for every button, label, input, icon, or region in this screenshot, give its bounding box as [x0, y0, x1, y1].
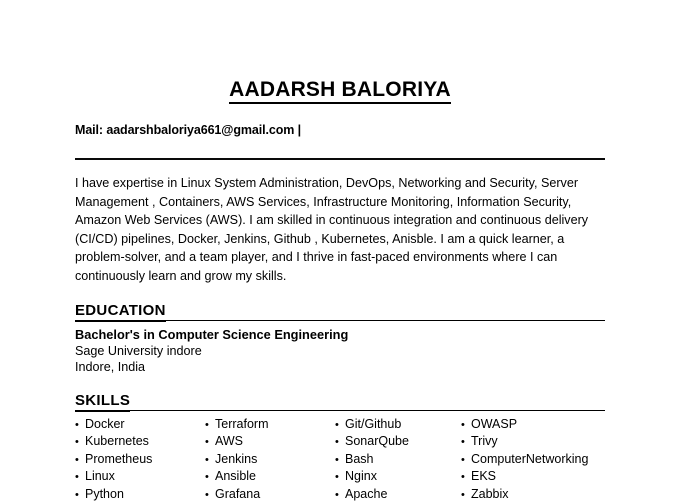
skill-item [461, 433, 605, 451]
resume-content [75, 0, 605, 504]
skill-item [75, 416, 205, 434]
skill-item-label: Zabbix [471, 487, 509, 502]
skill-item [75, 486, 205, 504]
skill-item-label: Jenkins [215, 451, 258, 466]
skill-item [335, 433, 461, 451]
skill-item-label: Python [85, 487, 124, 502]
bullet-icon: • [335, 436, 339, 449]
skill-item [75, 451, 205, 469]
skill-item [75, 468, 205, 486]
skill-item [205, 468, 335, 486]
skill-item-label: Linux [85, 469, 115, 484]
skills-section [75, 393, 605, 504]
skill-item [335, 416, 461, 434]
skills-heading-label: SKILLS [75, 393, 130, 412]
bullet-icon: • [461, 471, 465, 484]
skill-item [205, 451, 335, 469]
bullet-icon: • [75, 471, 79, 484]
skill-item [461, 486, 605, 504]
skills-heading-rule [130, 410, 605, 411]
skill-item-label: Grafana [215, 487, 261, 502]
bullet-icon: • [205, 489, 209, 502]
skill-item [335, 451, 461, 469]
skill-item-label: ComputerNetworking [471, 451, 589, 466]
bullet-icon: • [75, 436, 79, 449]
header-divider [75, 158, 605, 160]
skill-item-label: Terraform [215, 416, 269, 431]
page-title [75, 78, 605, 101]
skill-item-label: AWS [215, 434, 244, 449]
education-heading-label: EDUCATION [75, 303, 166, 322]
skill-item-label: Trivy [471, 434, 498, 449]
bullet-icon: • [205, 418, 209, 431]
bullet-icon: • [461, 418, 465, 431]
skill-item [205, 416, 335, 434]
bullet-icon: • [75, 489, 79, 502]
bullet-icon: • [461, 489, 465, 502]
skill-item [461, 451, 605, 469]
education-section [75, 303, 605, 376]
bullet-icon: • [205, 471, 209, 484]
skill-item-label: OWASP [471, 416, 518, 431]
skill-item-label: Kubernetes [85, 434, 149, 449]
skill-item-label: Git/Github [345, 416, 402, 431]
skill-item [205, 433, 335, 451]
skills-heading [75, 393, 605, 412]
skill-item-label: Docker [85, 416, 125, 431]
bullet-icon: • [461, 436, 465, 449]
contact-email-line: Mail: aadarshbaloriya661@gmail.com | [75, 123, 302, 138]
skill-item-label: Nginx [345, 469, 377, 484]
skill-item [335, 486, 461, 504]
skills-grid [75, 416, 605, 504]
education-institution: Sage University indore [75, 343, 202, 358]
professional-summary: I have expertise in Linux System Administration, DevOps, Networking and Security, Server Management , Containers, AWS Services, Infrastructure Monitoring, Information Security, Amazon Web Services (AWS). I am skilled in continuous integration and continuous delivery (CI/CD) pipelines, Docker, Jenkins, Github , Kubernetes, Anisble. I am a quick learner, a problem-solver, and a team player, and I thrive in fast-paced environments where I can continuously learn and grow my skills. [75, 176, 589, 284]
bullet-icon: • [335, 489, 339, 502]
skill-item [335, 468, 461, 486]
bullet-icon: • [205, 436, 209, 449]
skill-item-label: EKS [471, 469, 497, 484]
skill-item [205, 486, 335, 504]
candidate-name: AADARSH BALORIYA [229, 78, 451, 104]
bullet-icon: • [461, 453, 465, 466]
bullet-icon: • [75, 453, 79, 466]
skill-item [461, 468, 605, 486]
bullet-icon: • [335, 453, 339, 466]
education-heading [75, 303, 605, 322]
bullet-icon: • [335, 471, 339, 484]
education-degree: Bachelor's in Computer Science Engineering [75, 326, 349, 342]
bullet-icon: • [205, 453, 209, 466]
skill-item-label: Ansible [215, 469, 256, 484]
skill-item-label: Prometheus [85, 451, 153, 466]
skill-item-label: Apache [345, 487, 388, 502]
skill-item [75, 433, 205, 451]
bullet-icon: • [75, 418, 79, 431]
education-heading-rule [166, 320, 605, 321]
bullet-icon: • [335, 418, 339, 431]
skill-item-label: SonarQube [345, 434, 409, 449]
education-location: Indore, India [75, 360, 146, 375]
skill-item [461, 416, 605, 434]
skill-item-label: Bash [345, 451, 374, 466]
